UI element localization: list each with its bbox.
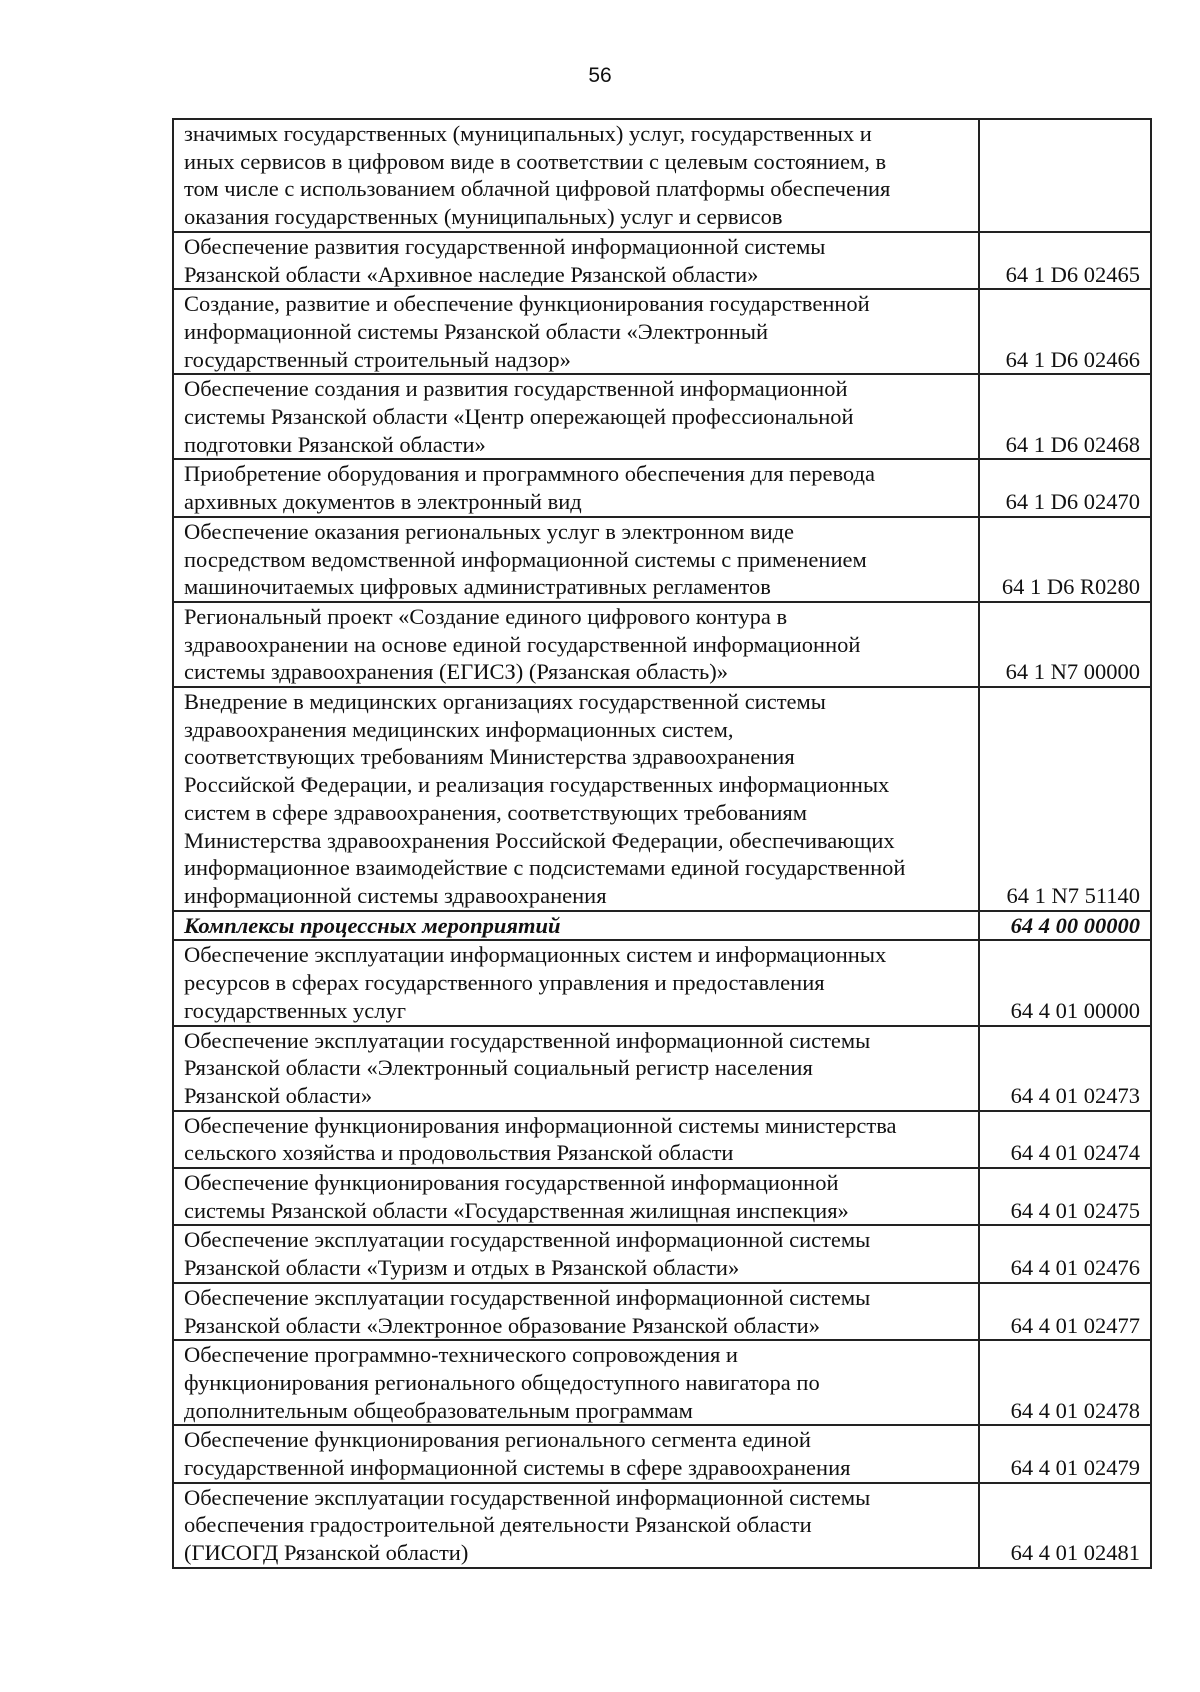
- row-code: 64 4 01 00000: [979, 940, 1151, 1025]
- description-line: Внедрение в медицинских организациях государственной системы: [184, 689, 826, 715]
- description-line: информационной системы здравоохранения: [184, 882, 607, 908]
- description-line: Обеспечение оказания региональных услуг в электронном виде: [184, 518, 795, 544]
- description-line: архивных документов в электронный вид: [184, 489, 582, 515]
- row-description: [173, 1483, 979, 1568]
- row-description: [173, 1225, 979, 1282]
- description-line: сельского хозяйства и продовольствия Рязанской области: [184, 1140, 734, 1166]
- description-line: здравоохранении на основе единой государственной информационной: [184, 631, 861, 657]
- row-description: [173, 1340, 979, 1425]
- description-line: систем в сфере здравоохранения, соответствующих требованиям: [184, 799, 808, 825]
- description-line: Рязанской области «Архивное наследие Рязанской области»: [184, 261, 759, 287]
- description-line: соответствующих требованиям Министерства здравоохранения: [184, 744, 795, 770]
- description-line: том числе с использованием облачной цифровой платформы обеспечения: [184, 176, 891, 202]
- row-description: [173, 374, 979, 459]
- table-row: [173, 232, 1151, 289]
- row-description: [173, 1168, 979, 1225]
- row-code: 64 4 00 00000: [979, 911, 1151, 941]
- description-line: дополнительным общеобразовательным программам: [184, 1397, 693, 1423]
- description-line: Российской Федерации, и реализация государственных информационных: [184, 772, 890, 798]
- table-row: [173, 517, 1151, 602]
- table-row: [173, 119, 1151, 232]
- row-code: 64 1 D6 02465: [979, 232, 1151, 289]
- row-description: [173, 232, 979, 289]
- description-line: информационное взаимодействие с подсистемами единой государственной: [184, 855, 906, 881]
- table-row: [173, 459, 1151, 516]
- row-code: 64 1 D6 02470: [979, 459, 1151, 516]
- row-code: 64 4 01 02478: [979, 1340, 1151, 1425]
- table-row: [173, 1483, 1151, 1568]
- page-number: 56: [588, 64, 612, 87]
- row-code: 64 4 01 02481: [979, 1483, 1151, 1568]
- description-line: Обеспечение функционирования государственной информационной: [184, 1170, 839, 1196]
- row-description: [173, 940, 979, 1025]
- description-line: Обеспечение создания и развития государственной информационной: [184, 376, 848, 402]
- description-line: системы Рязанской области «Центр опережающей профессиональной: [184, 404, 854, 430]
- row-code: 64 4 01 02474: [979, 1111, 1151, 1168]
- row-code: [979, 119, 1151, 232]
- description-line: Обеспечение развития государственной информационной системы: [184, 233, 826, 259]
- description-line: функционирования регионального общедоступного навигатора по: [184, 1369, 820, 1395]
- description-line: оказания государственных (муниципальных) услуг и сервисов: [184, 204, 783, 230]
- row-description: [173, 119, 979, 232]
- row-code: 64 4 01 02477: [979, 1283, 1151, 1340]
- section-header-row: [173, 911, 1151, 941]
- table-row: [173, 1026, 1151, 1111]
- description-line: Обеспечение функционирования информационной системы министерства: [184, 1112, 897, 1138]
- description-line: Министерства здравоохранения Российской Федерации, обеспечивающих: [184, 827, 895, 853]
- row-code: 64 4 01 02479: [979, 1425, 1151, 1482]
- table-row: [173, 1168, 1151, 1225]
- row-description: [173, 911, 979, 941]
- table-row: [173, 374, 1151, 459]
- description-line: Обеспечение эксплуатации информационных систем и информационных: [184, 942, 887, 968]
- row-description: [173, 459, 979, 516]
- table-row: [173, 687, 1151, 911]
- row-code: 64 1 D6 02466: [979, 289, 1151, 374]
- row-code: 64 4 01 02473: [979, 1026, 1151, 1111]
- table-row: [173, 289, 1151, 374]
- description-line: (ГИСОГД Рязанской области): [184, 1540, 469, 1566]
- table-row: [173, 602, 1151, 687]
- description-line: подготовки Рязанской области»: [184, 431, 486, 457]
- row-code: 64 1 N7 00000: [979, 602, 1151, 687]
- description-line: Обеспечение эксплуатации государственной информационной системы: [184, 1284, 871, 1310]
- row-description: [173, 1425, 979, 1482]
- row-description: [173, 602, 979, 687]
- description-line: Обеспечение эксплуатации государственной информационной системы: [184, 1484, 871, 1510]
- description-line: Рязанской области «Электронное образование Рязанской области»: [184, 1312, 820, 1338]
- row-code: 64 1 D6 02468: [979, 374, 1151, 459]
- table-row: [173, 1283, 1151, 1340]
- description-line: Рязанской области «Туризм и отдых в Рязанской области»: [184, 1255, 740, 1281]
- row-description: [173, 517, 979, 602]
- row-code: 64 1 N7 51140: [979, 687, 1151, 911]
- description-line: Обеспечение эксплуатации государственной информационной системы: [184, 1027, 871, 1053]
- description-line: значимых государственных (муниципальных) услуг, государственных и: [184, 121, 872, 146]
- description-line: Обеспечение программно-технического сопровождения и: [184, 1342, 738, 1368]
- description-line: машиночитаемых цифровых административных регламентов: [184, 574, 771, 600]
- row-code: 64 4 01 02476: [979, 1225, 1151, 1282]
- row-code: 64 4 01 02475: [979, 1168, 1151, 1225]
- description-line: системы здравоохранения (ЕГИСЗ) (Рязанская область)»: [184, 659, 728, 685]
- description-line: ресурсов в сферах государственного управления и предоставления: [184, 970, 825, 996]
- row-code: 64 1 D6 R0280: [979, 517, 1151, 602]
- description-line: Приобретение оборудования и программного обеспечения для перевода: [184, 461, 875, 487]
- description-line: государственный строительный надзор»: [184, 346, 571, 372]
- table-row: [173, 1340, 1151, 1425]
- budget-code-table: [172, 118, 1152, 1569]
- description-line: государственной информационной системы в сфере здравоохранения: [184, 1455, 851, 1481]
- row-description: [173, 289, 979, 374]
- description-line: Создание, развитие и обеспечение функционирования государственной: [184, 291, 870, 317]
- description-line: Региональный проект «Создание единого цифрового контура в: [184, 603, 788, 629]
- description-line: системы Рязанской области «Государственная жилищная инспекция»: [184, 1197, 849, 1223]
- table-row: [173, 1425, 1151, 1482]
- description-line: Рязанской области «Электронный социальный регистр населения: [184, 1055, 813, 1081]
- row-description: [173, 1283, 979, 1340]
- description-line: информационной системы Рязанской области «Электронный: [184, 318, 768, 344]
- row-description: [173, 687, 979, 911]
- description-line: Рязанской области»: [184, 1082, 373, 1108]
- description-line: Обеспечение эксплуатации государственной информационной системы: [184, 1227, 871, 1253]
- description-line: государственных услуг: [184, 997, 407, 1023]
- table-row: [173, 1111, 1151, 1168]
- description-line: Комплексы процессных мероприятий: [184, 912, 561, 938]
- row-description: [173, 1111, 979, 1168]
- description-line: здравоохранения медицинских информационных систем,: [184, 716, 734, 742]
- description-line: посредством ведомственной информационной системы с применением: [184, 546, 867, 572]
- row-description: [173, 1026, 979, 1111]
- table-body: [173, 119, 1151, 1568]
- description-line: обеспечения градостроительной деятельности Рязанской области: [184, 1512, 812, 1538]
- table-row: [173, 940, 1151, 1025]
- description-line: иных сервисов в цифровом виде в соответствии с целевым состоянием, в: [184, 148, 887, 174]
- table-row: [173, 1225, 1151, 1282]
- description-line: Обеспечение функционирования регионального сегмента единой: [184, 1427, 811, 1453]
